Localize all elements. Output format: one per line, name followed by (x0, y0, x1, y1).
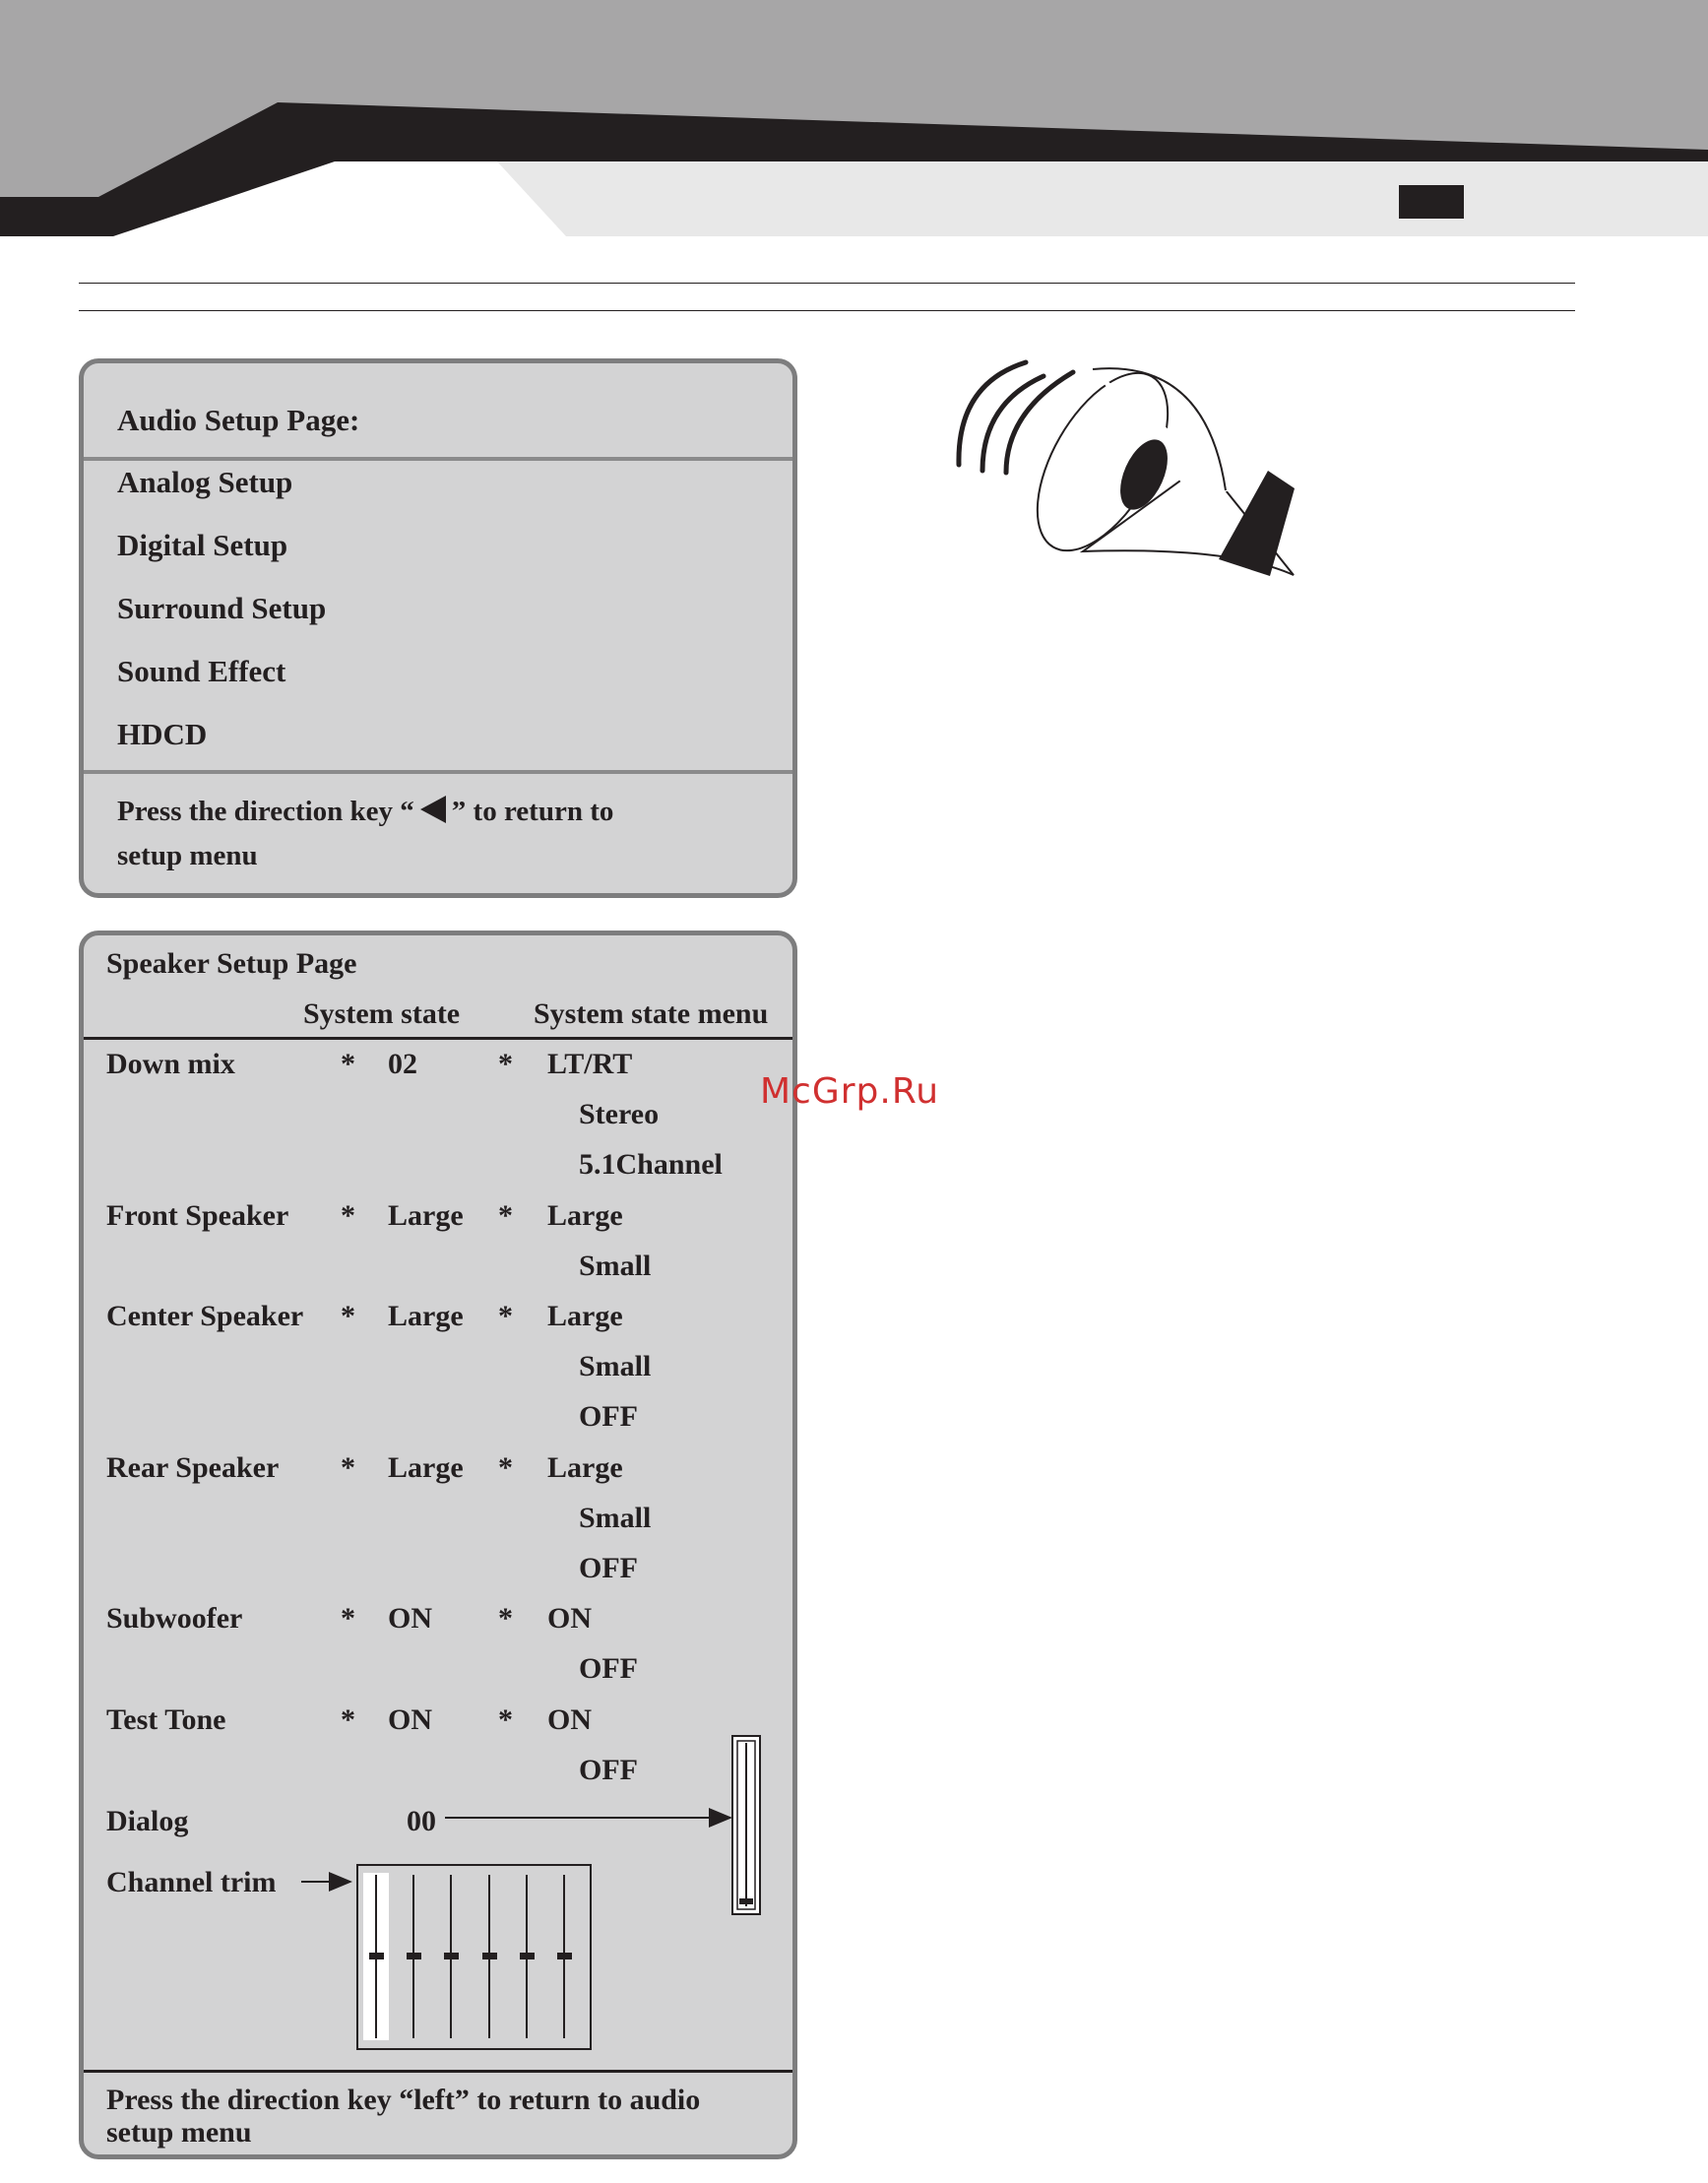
speaker-row-state: 02 (388, 1048, 417, 1080)
menu-marker: * (498, 1048, 513, 1080)
menu-item-surround-setup[interactable]: Surround Setup (117, 591, 327, 625)
menu-item-analog-setup[interactable]: Analog Setup (117, 465, 293, 499)
speaker-row-option[interactable]: Small (579, 1350, 652, 1383)
speaker-row-option[interactable]: Small (579, 1249, 652, 1282)
dialog-slider[interactable] (732, 1736, 760, 1914)
menu-marker: * (498, 1450, 513, 1484)
speaker-setup-footer-line1: Press the direction key “left” to return to audio (106, 2084, 701, 2116)
col-header-system-state-menu: System state menu (534, 997, 769, 1030)
dialog-slider-knob (739, 1898, 753, 1904)
speaker-row-option[interactable]: OFF (579, 1652, 638, 1686)
watermark: McGrp.Ru (760, 1071, 940, 1112)
state-marker: * (341, 1602, 355, 1636)
speaker-row-option[interactable]: ON (547, 1602, 592, 1636)
state-marker: * (341, 1702, 355, 1736)
speaker-row-option[interactable]: OFF (579, 1400, 638, 1434)
audio-setup-title: Audio Setup Page: (117, 403, 360, 437)
speaker-row-state: Large (388, 1198, 464, 1232)
menu-item-hdcd[interactable]: HDCD (117, 717, 208, 751)
state-marker: * (341, 1048, 355, 1080)
channel-trim-sliders[interactable] (357, 1865, 591, 2049)
speaker-row-state: Large (388, 1300, 464, 1332)
state-marker: * (341, 1450, 355, 1484)
speaker-setup-title: Speaker Setup Page (106, 947, 357, 980)
speaker-row-state: ON (388, 1602, 432, 1636)
speaker-row-option[interactable]: 5.1Channel (579, 1148, 723, 1182)
speaker-row-option[interactable]: OFF (579, 1753, 638, 1786)
speaker-row-option[interactable]: Large (547, 1450, 623, 1484)
menu-item-sound-effect[interactable]: Sound Effect (117, 654, 286, 688)
speaker-row-state: Large (388, 1450, 464, 1484)
state-marker: * (341, 1300, 355, 1332)
speaker-row-label: Center Speaker (106, 1300, 304, 1332)
menu-marker: * (498, 1702, 513, 1736)
audio-setup-footer-line2: setup menu (117, 840, 258, 871)
state-marker: * (341, 1198, 355, 1232)
dialog-value: 00 (407, 1805, 436, 1837)
speaker-row-state: ON (388, 1702, 432, 1736)
speaker-row-label: Front Speaker (106, 1198, 289, 1232)
menu-marker: * (498, 1198, 513, 1232)
menu-marker: * (498, 1602, 513, 1636)
speaker-row-option[interactable]: Small (579, 1501, 652, 1534)
footer-prefix: Press the direction key “ (117, 796, 414, 827)
dialog-label: Dialog (106, 1805, 189, 1837)
speaker-row-option[interactable]: ON (547, 1702, 592, 1736)
speaker-row-label: Rear Speaker (106, 1450, 280, 1484)
speaker-setup-footer-line2: setup menu (106, 2116, 252, 2149)
speaker-row-label: Down mix (106, 1048, 235, 1080)
speaker-row-option[interactable]: LT/RT (547, 1048, 633, 1080)
speaker-row-option[interactable]: Stereo (579, 1098, 660, 1131)
footer-suffix: ” to return to (451, 796, 614, 827)
col-header-system-state: System state (303, 997, 461, 1030)
speaker-row-label: Subwoofer (106, 1602, 243, 1636)
speaker-setup-footer-divider (84, 2070, 792, 2073)
speaker-row-option[interactable]: Large (547, 1300, 623, 1332)
speaker-row-option[interactable]: OFF (579, 1552, 638, 1584)
menu-marker: * (498, 1300, 513, 1332)
menu-item-digital-setup[interactable]: Digital Setup (117, 528, 288, 562)
channel-trim-label: Channel trim (106, 1866, 277, 1898)
speaker-row-label: Test Tone (106, 1702, 226, 1736)
speaker-row-option[interactable]: Large (547, 1198, 623, 1232)
